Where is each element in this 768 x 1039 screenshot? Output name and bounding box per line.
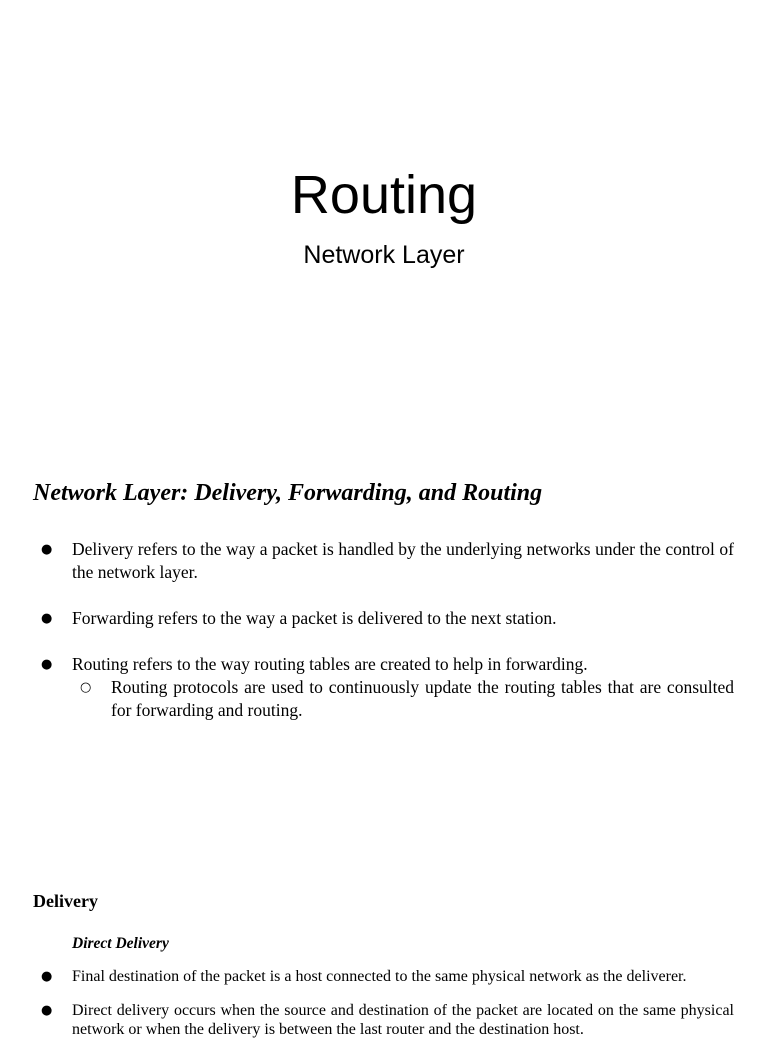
page-title: Routing (290, 165, 478, 225)
section-bullet-list (33, 538, 734, 722)
page-subtitle: Network Layer (303, 241, 465, 269)
list-item-text: Final destination of the packet is a host connected to the same physical network as the deliverer. (72, 968, 687, 985)
list-item-text: Routing refers to the way routing tables are created to help in forwarding. (72, 654, 588, 674)
bullet-icon: ● (41, 611, 53, 626)
list-item (33, 607, 734, 630)
list-item-text: Direct delivery occurs when the source and destination of the packet are located on the same physical network or when the delivery is between the last router and the destination host. (72, 1002, 734, 1038)
list-item (33, 653, 734, 722)
sub-list-item-text: Routing protocols are used to continuously update the routing tables that are consulted for forwarding and routing. (111, 677, 734, 720)
list-item-text: Delivery refers to the way a packet is handled by the underlying networks under the control of the network layer. (72, 539, 734, 582)
section-heading: Network Layer: Delivery, Forwarding, and Routing (33, 480, 543, 506)
bullet-icon: ● (41, 657, 53, 672)
list-item (33, 538, 734, 584)
bullet-icon: ● (41, 969, 53, 984)
sub-bullet-icon: ○ (80, 680, 92, 695)
list-item-text: Forwarding refers to the way a packet is delivered to the next station. (72, 608, 557, 628)
list-item (33, 967, 734, 986)
direct-delivery-heading: Direct Delivery (72, 935, 169, 952)
list-item (33, 1001, 734, 1039)
bullet-icon: ● (41, 1003, 53, 1018)
delivery-bullet-list (33, 967, 734, 1039)
delivery-heading: Delivery (33, 891, 98, 911)
sub-list-item (72, 676, 734, 722)
sub-list (72, 676, 734, 722)
bullet-icon: ● (41, 542, 53, 557)
